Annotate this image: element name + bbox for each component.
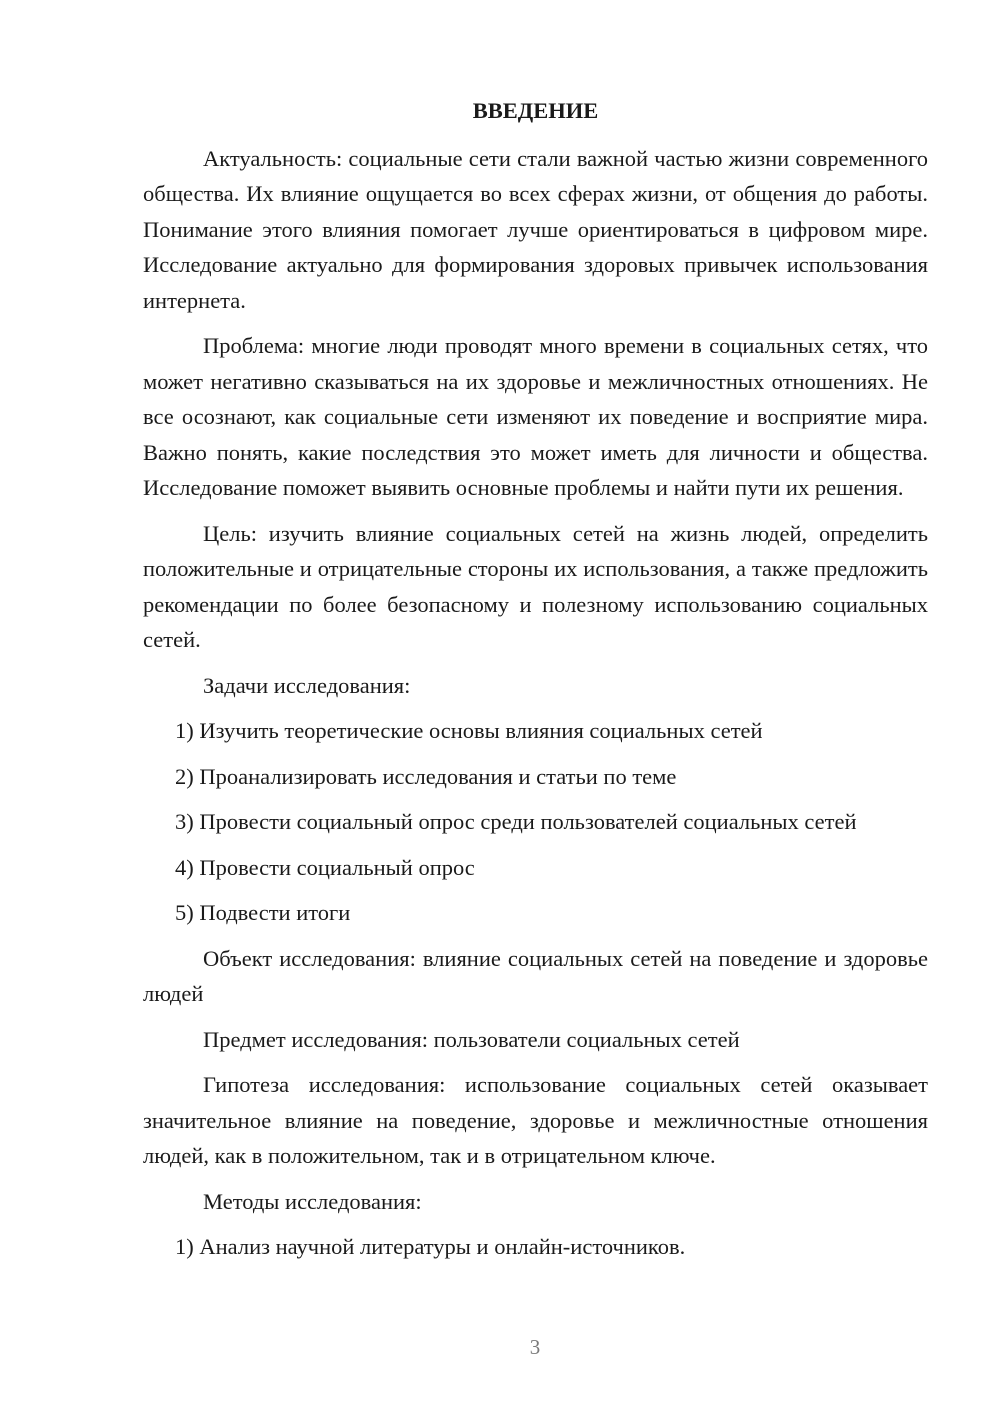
methods-heading: Методы исследования: — [203, 1188, 422, 1214]
task-item: 5) Подвести итоги — [175, 900, 351, 925]
task-item: 4) Провести социальный опрос — [175, 854, 475, 880]
tasks-heading: Задачи исследования: — [203, 672, 411, 698]
subject-paragraph: Предмет исследования: пользователи социальных сетей — [203, 1026, 740, 1052]
task-item: 2) Проанализировать исследования и статьи по теме — [175, 763, 677, 789]
hypothesis-paragraph: Гипотеза исследования: использование социальных сетей оказывает значительное влияние на поведение, здоровье и межличностные отношения людей, как в положительном, так и в отрицательном ключе. — [143, 1072, 928, 1168]
goal-paragraph: Цель: изучить влияние социальных сетей на жизнь людей, определить положительные и отрицательные стороны их использования, а также предложить рекомендации по более безопасному и полезному использованию социальных сетей. — [143, 520, 928, 652]
method-item: 1) Анализ научной литературы и онлайн-источников. — [175, 1234, 686, 1259]
task-item: 1) Изучить теоретические основы влияния социальных сетей — [175, 718, 763, 743]
task-item: 3) Провести социальный опрос среди пользователей социальных сетей — [175, 809, 857, 834]
page-number: 3 — [529, 1335, 541, 1359]
relevance-paragraph: Актуальность: социальные сети стали важной частью жизни современного общества. Их влияние ощущается во всех сферах жизни, от общения до работы. Понимание этого влияния помогает лучше ориентироваться в цифровом мире. Исследование актуально для формирования здоровых привычек использования интернета. — [143, 145, 928, 313]
object-paragraph: Объект исследования: влияние социальных сетей на поведение и здоровье людей — [143, 945, 928, 1006]
page-title: ВВЕДЕНИЕ — [472, 98, 599, 123]
problem-paragraph: Проблема: многие люди проводят много времени в социальных сетях, что может негативно сказываться на их здоровье и межличностных отношениях. Не все осознают, как социальные сети изменяют их поведение и восприятие мира. Важно понять, какие последствия это может иметь для личности и общества. Исследование поможет выявить основные проблемы и найти пути их решения. — [143, 333, 928, 500]
page-body — [143, 93, 928, 1275]
